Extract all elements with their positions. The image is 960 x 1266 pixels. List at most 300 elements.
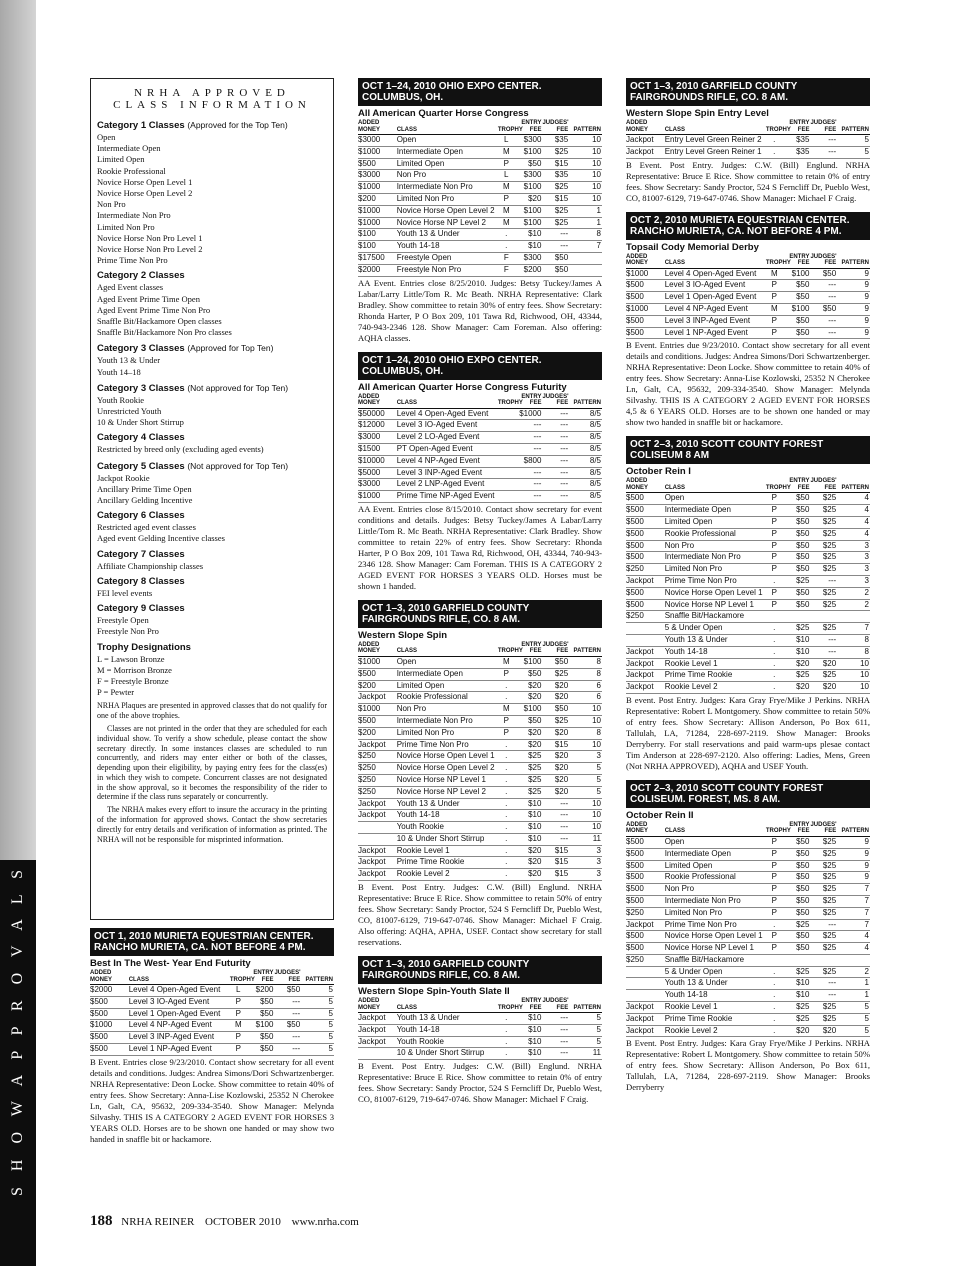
category-item: Freestyle Open xyxy=(97,615,149,626)
added-money-cell: $500 xyxy=(626,292,665,304)
trophy-cell: . xyxy=(498,1013,516,1025)
added-money-cell: $500 xyxy=(626,895,665,907)
class-cell: Level 4 Open-Aged Event xyxy=(665,268,766,280)
pattern-cell: 7 xyxy=(837,895,870,907)
class-cell: Youth 13 & Under xyxy=(665,634,766,646)
pattern-cell: 7 xyxy=(837,884,870,896)
judges-fee-cell: --- xyxy=(542,810,569,822)
added-money-cell: $10000 xyxy=(358,455,397,467)
table-row xyxy=(358,135,602,147)
pattern-cell: 4 xyxy=(837,943,870,955)
class-cell: Freestyle Non Pro xyxy=(397,264,498,276)
pattern-cell: 8/5 xyxy=(569,467,602,479)
entry-fee-cell: $20 xyxy=(516,739,543,751)
judges-fee-cell: $25 xyxy=(542,715,569,727)
judges-fee-cell: $25 xyxy=(542,668,569,680)
entry-fee-cell: $300 xyxy=(516,170,543,182)
table-row xyxy=(626,682,870,694)
entry-fee-cell: $50 xyxy=(516,715,543,727)
trophy-cell: . xyxy=(766,1013,784,1025)
added-money-cell: $200 xyxy=(358,727,397,739)
added-money-cell: $12000 xyxy=(358,420,397,432)
trophy-cell: P xyxy=(766,943,784,955)
added-money-cell: $500 xyxy=(358,158,397,170)
added-money-header: ADDED MONEY xyxy=(626,253,649,267)
class-cell: Youth 14-18 xyxy=(397,810,498,822)
class-cell: Intermediate Open xyxy=(397,146,498,158)
table-row xyxy=(626,493,870,505)
trophy-cell: P xyxy=(766,848,784,860)
trophy-header: TROPHY xyxy=(497,400,523,407)
pattern-cell: 8/5 xyxy=(569,420,602,432)
table-row xyxy=(626,315,870,327)
table-row xyxy=(358,656,602,668)
added-money-cell: $500 xyxy=(626,884,665,896)
class-name: Western Slope Spin Entry Level xyxy=(626,108,769,119)
judges-fee-header: JUDGES' FEE xyxy=(274,970,301,983)
judges-fee-cell: $25 xyxy=(810,564,837,576)
entry-fee-cell: $25 xyxy=(784,1013,811,1025)
pattern-cell xyxy=(837,611,870,623)
judges-fee-cell: $15 xyxy=(542,193,569,205)
added-money-cell: Jackpot xyxy=(626,658,665,670)
table-row xyxy=(626,658,870,670)
entry-fee-cell: $10 xyxy=(516,833,543,845)
class-cell: Intermediate Open xyxy=(665,505,766,517)
entry-fee-cell: $50 xyxy=(784,292,811,304)
entry-fee-cell: $50 xyxy=(784,315,811,327)
trophy-cell: P xyxy=(766,872,784,884)
added-money-cell: $500 xyxy=(626,540,665,552)
table-row xyxy=(358,217,602,229)
table-row xyxy=(358,264,602,276)
table-row xyxy=(358,1048,602,1060)
events-column-1 xyxy=(90,928,334,1145)
trophy-cell: P xyxy=(766,587,784,599)
category-item: Limited Open xyxy=(97,154,145,165)
table-row xyxy=(358,443,602,455)
class-name: October Rein I xyxy=(626,466,691,478)
added-money-cell: $250 xyxy=(626,954,665,966)
event-header: OCT 1–24, 2010 OHIO EXPO CENTER. COLUMBUS, OH. xyxy=(358,352,602,380)
table-row xyxy=(626,599,870,611)
entry-fee-cell: $100 xyxy=(784,303,811,315)
event-notes: B Event. Entries due 9/23/2010. Contact show secretary for all event details and conditions. Judges: Andrea Simons/Dori Schwartzenberger. NRHA Representative: Deon Locke. Show committee to retain 40% of entry fees. Show Secretary: Anna-Lise Kozlowski, 25352 N Cherokee Ln, Galt, CA, 95632, 209-334-3540. Show Manager: Melynda Silvashy. THIS IS A CATEGORY 2 AGED EVENT FOR HORSES 4,5 & 6 YEARS OLD. Horses are to be shown one handed or may show two handed in snaffle bit or hackamore. xyxy=(626,340,870,428)
entry-fee-cell: $25 xyxy=(516,763,543,775)
judges-fee-cell: $20 xyxy=(542,692,569,704)
judges-fee-cell: --- xyxy=(542,420,569,432)
category-note: (Approved for the Top Ten) xyxy=(187,120,288,130)
class-cell: Intermediate Non Pro xyxy=(397,182,498,194)
entry-fee-cell: $10 xyxy=(516,810,543,822)
judges-fee-cell: --- xyxy=(542,443,569,455)
entry-fee-cell: $50 xyxy=(784,528,811,540)
category-heading xyxy=(97,460,327,473)
event-header: OCT 1–3, 2010 GARFIELD COUNTY FAIRGROUNDS RIFLE, CO. 8 AM. xyxy=(626,78,870,106)
category-heading xyxy=(97,510,327,522)
table-row xyxy=(358,182,602,194)
added-money-cell: $2000 xyxy=(90,985,129,997)
pattern-cell: 8/5 xyxy=(569,491,602,503)
table-row xyxy=(358,252,602,264)
trophy-header: TROPHY xyxy=(229,976,255,983)
judges-fee-cell: $20 xyxy=(810,682,837,694)
trophy-cell: . xyxy=(766,634,784,646)
table-row xyxy=(358,408,602,420)
trophy-cell: . xyxy=(498,869,516,881)
class-cell: Novice Horse Open Level 1 xyxy=(665,931,766,943)
table-row xyxy=(626,280,870,292)
class-cell: Limited Open xyxy=(665,516,766,528)
added-money-cell: $200 xyxy=(358,680,397,692)
pattern-cell: 8 xyxy=(569,668,602,680)
entry-fee-cell: $10 xyxy=(784,990,811,1002)
trophy-cell: . xyxy=(498,774,516,786)
class-cell: Snaffle Bit/Hackamore xyxy=(665,954,766,966)
class-header: CLASS xyxy=(396,648,418,655)
class-cell: Prime Time Rookie xyxy=(665,1013,766,1025)
class-cell: Youth 14-18 xyxy=(665,646,766,658)
class-cell: Rookie Professional xyxy=(397,692,498,704)
judges-fee-cell: --- xyxy=(810,978,837,990)
event-header: OCT 1–3, 2010 GARFIELD COUNTY FAIRGROUNDS RIFLE, CO. 8 AM. xyxy=(358,600,602,628)
trophy-cell xyxy=(498,432,516,444)
class-cell: Non Pro xyxy=(665,884,766,896)
class-name: All American Quarter Horse Congress Futurity xyxy=(358,381,567,393)
trophy-cell: . xyxy=(766,990,784,1002)
trophy-cell: . xyxy=(766,658,784,670)
table-row xyxy=(626,516,870,528)
class-cell: Limited Open xyxy=(397,158,498,170)
judges-fee-cell: $20 xyxy=(542,786,569,798)
class-info-title-line1: NRHA APPROVED xyxy=(134,87,290,99)
table-row xyxy=(626,587,870,599)
entry-fee-cell: $300 xyxy=(516,252,543,264)
entry-fee-header: ENTRY FEE xyxy=(789,253,810,267)
page-footer xyxy=(90,1213,359,1230)
entry-fee-header: ENTRY FEE xyxy=(789,478,810,491)
added-money-cell: $250 xyxy=(626,564,665,576)
class-cell: Prime Time Rookie xyxy=(397,857,498,869)
trophy-cell: P xyxy=(498,715,516,727)
class-cell: Rookie Level 2 xyxy=(665,682,766,694)
trophy-cell: M xyxy=(498,182,516,194)
added-money-cell: $100 xyxy=(358,241,397,253)
entry-fee-cell: $50 xyxy=(784,943,811,955)
added-money-cell: $500 xyxy=(626,280,665,292)
added-money-cell xyxy=(626,978,665,990)
class-cell: Novice Horse Open Level 2 xyxy=(397,205,498,217)
entry-fee-cell: $10 xyxy=(516,241,543,253)
trophy-cell: P xyxy=(766,315,784,327)
column-3 xyxy=(626,78,870,1101)
table-row xyxy=(358,727,602,739)
entry-fee-cell: --- xyxy=(516,479,543,491)
class-cell: Youth 14-18 xyxy=(397,241,498,253)
judges-fee-cell: --- xyxy=(274,1043,301,1055)
pattern-cell: 5 xyxy=(837,146,870,158)
added-money-header: ADDED MONEY xyxy=(358,393,381,407)
trophy-cell: P xyxy=(766,907,784,919)
entry-fee-cell: $25 xyxy=(784,919,811,931)
table-row xyxy=(358,491,602,503)
pattern-cell: 8/5 xyxy=(569,479,602,491)
judges-fee-cell: $25 xyxy=(810,836,837,848)
table-row xyxy=(358,146,602,158)
table-row xyxy=(626,990,870,1002)
entry-fee-cell: $800 xyxy=(516,455,543,467)
category-item: F = Freestyle Bronze xyxy=(97,675,169,686)
entry-fee-cell: $100 xyxy=(516,656,543,668)
added-money-cell: Jackpot xyxy=(358,869,397,881)
schedule-note: Classes are not printed in the order that they are scheduled for each individual show. To verify a show schedule, please contact the show secretary directly. In some instances classes are scheduled to run concurrently, and riders may enter either or both of the classes, depending upon their eligibility, by paying entry fees for the class(es) in which they wish to compete. Concurrent classes are not designated in the show approval, so it becomes the responsibility of the rider to determine if the class runs separately or concurrently. xyxy=(97,723,327,802)
class-cell: Novice Horse NP Level 1 xyxy=(665,943,766,955)
entry-fee-cell: $50 xyxy=(248,1032,275,1044)
trophy-cell: . xyxy=(498,692,516,704)
trophy-cell: . xyxy=(498,833,516,845)
judges-fee-cell: --- xyxy=(810,990,837,1002)
trophy-cell: P xyxy=(766,564,784,576)
trophy-cell xyxy=(498,443,516,455)
added-money-cell: $500 xyxy=(626,315,665,327)
table-row xyxy=(358,763,602,775)
table-row xyxy=(626,978,870,990)
class-cell: Youth Rookie xyxy=(397,822,498,834)
judges-fee-cell: --- xyxy=(810,327,837,339)
event-header: OCT 2–3, 2010 SCOTT COUNTY FOREST COLISEUM. FOREST, MS. 8 AM. xyxy=(626,780,870,808)
category-item: Novice Horse Open Level 2 xyxy=(97,188,193,199)
pattern-cell: 5 xyxy=(301,1032,334,1044)
table-row xyxy=(626,1025,870,1037)
event-notes: B Event. Post Entry. Judges: Kara Gray Frye/Mike J Perkins. NRHA Representative: Robert L Montgomery. Show committee to retain 50% of entry fees. Show Secretary: Allison Anderson, Po Box 611, Tallulah, LA, 71284, 228-697-2119. Show Manager: Brooks Derryberry xyxy=(626,1038,870,1093)
category-title: Category 3 Classes xyxy=(97,382,185,394)
pattern-cell: 1 xyxy=(837,978,870,990)
trophy-header: TROPHY xyxy=(765,484,791,491)
entry-fee-cell: $20 xyxy=(516,727,543,739)
pattern-header: PATTERN xyxy=(573,126,601,133)
judges-fee-cell: $25 xyxy=(810,884,837,896)
class-cell: Prime Time Non Pro xyxy=(397,739,498,751)
trophy-header: TROPHY xyxy=(765,126,791,133)
trophy-cell: . xyxy=(498,786,516,798)
table-row xyxy=(626,564,870,576)
table-row xyxy=(358,786,602,798)
entry-fee-cell: $25 xyxy=(516,751,543,763)
added-money-header: ADDED MONEY xyxy=(90,970,113,983)
class-table xyxy=(626,254,870,340)
added-money-cell xyxy=(626,966,665,978)
section-label: S H O W A P P R O V A L S xyxy=(9,864,26,1196)
class-cell: Limited Open xyxy=(665,860,766,872)
category-item: Novice Horse Open Level 1 xyxy=(97,176,193,187)
event-header: OCT 1–3, 2010 GARFIELD COUNTY FAIRGROUNDS RIFLE, CO. 8 AM. xyxy=(358,956,602,984)
class-cell: Entry Level Green Reiner 1 xyxy=(665,146,766,158)
judges-fee-cell: --- xyxy=(810,646,837,658)
trophy-cell: . xyxy=(766,670,784,682)
trophy-cell: . xyxy=(766,135,784,147)
events-column-3 xyxy=(626,78,870,1093)
trophy-cell xyxy=(766,954,784,966)
trophy-cell: . xyxy=(766,575,784,587)
entry-fee-cell: $10 xyxy=(516,229,543,241)
pattern-cell: 5 xyxy=(301,1020,334,1032)
class-cell: 5 & Under Open xyxy=(665,966,766,978)
trophy-cell: . xyxy=(498,241,516,253)
added-money-cell: Jackpot xyxy=(626,670,665,682)
entry-fee-cell: $50 xyxy=(248,1043,275,1055)
class-cell: Open xyxy=(665,836,766,848)
category-item: Rookie Professional xyxy=(97,165,166,176)
judges-fee-cell: $25 xyxy=(542,146,569,158)
pattern-cell: 8 xyxy=(569,656,602,668)
added-money-cell: $250 xyxy=(358,774,397,786)
class-cell: Novice Horse NP Level 1 xyxy=(397,774,498,786)
class-cell: Youth 14-18 xyxy=(665,990,766,1002)
added-money-cell: $3000 xyxy=(358,432,397,444)
judges-fee-cell: $25 xyxy=(810,872,837,884)
table-row xyxy=(626,327,870,339)
table-row xyxy=(358,1036,602,1048)
class-cell: Level 4 NP-Aged Event xyxy=(397,455,498,467)
trophy-cell: P xyxy=(498,668,516,680)
pattern-cell: 5 xyxy=(837,1002,870,1014)
website-url: www.nrha.com xyxy=(291,1216,359,1228)
trophy-cell: F xyxy=(498,264,516,276)
added-money-cell: Jackpot xyxy=(358,692,397,704)
issue-date: OCTOBER 2010 xyxy=(205,1216,281,1228)
added-money-cell: $3000 xyxy=(358,135,397,147)
class-cell: Youth 13 & Under xyxy=(397,229,498,241)
class-cell: 10 & Under Short Stirrup xyxy=(397,833,498,845)
entry-fee-cell: --- xyxy=(516,443,543,455)
event-block xyxy=(358,600,602,948)
judges-fee-header: JUDGES' FEE xyxy=(542,998,569,1011)
category-heading xyxy=(97,382,327,395)
table-row xyxy=(90,996,334,1008)
pattern-cell: 9 xyxy=(837,848,870,860)
pattern-cell: 3 xyxy=(569,857,602,869)
table-row xyxy=(626,1002,870,1014)
entry-fee-cell: $50 xyxy=(784,884,811,896)
added-money-cell: Jackpot xyxy=(626,682,665,694)
column-1 xyxy=(90,78,334,1153)
entry-fee-cell: $50 xyxy=(784,493,811,505)
category-list xyxy=(97,119,327,698)
table-row xyxy=(626,540,870,552)
class-header: CLASS xyxy=(664,126,686,133)
added-money-cell: $250 xyxy=(626,907,665,919)
trophy-cell xyxy=(498,479,516,491)
judges-fee-cell: $25 xyxy=(810,848,837,860)
added-money-cell: $1000 xyxy=(358,491,397,503)
table-row xyxy=(358,715,602,727)
added-money-cell: $250 xyxy=(626,611,665,623)
added-money-cell: Jackpot xyxy=(358,1036,397,1048)
category-heading xyxy=(97,432,327,444)
table-row xyxy=(358,420,602,432)
pattern-cell: 9 xyxy=(837,268,870,280)
event-block xyxy=(626,780,870,1094)
class-cell: Novice Horse Open Level 1 xyxy=(665,587,766,599)
added-money-cell: $500 xyxy=(626,931,665,943)
trophy-cell: P xyxy=(230,1008,248,1020)
table-row xyxy=(358,1024,602,1036)
trophy-cell: M xyxy=(498,205,516,217)
pattern-cell: 10 xyxy=(837,658,870,670)
pattern-cell: 10 xyxy=(569,135,602,147)
class-header: CLASS xyxy=(396,400,418,407)
table-row xyxy=(358,798,602,810)
category-item: Aged event Gelding Incentive classes xyxy=(97,533,225,544)
category-item: FEI level events xyxy=(97,587,153,598)
pattern-cell: 5 xyxy=(569,763,602,775)
table-row xyxy=(626,646,870,658)
table-header-row xyxy=(358,642,602,657)
pattern-cell: 4 xyxy=(837,931,870,943)
class-name: Western Slope Spin xyxy=(358,629,448,641)
pattern-cell: 8 xyxy=(569,727,602,739)
entry-fee-cell: $10 xyxy=(784,634,811,646)
table-row xyxy=(626,907,870,919)
judges-fee-cell: --- xyxy=(542,479,569,491)
table-row xyxy=(358,833,602,845)
class-cell: Novice Horse NP Level 1 xyxy=(665,599,766,611)
table-row xyxy=(358,479,602,491)
judges-fee-cell: $25 xyxy=(810,1013,837,1025)
class-cell: Intermediate Open xyxy=(397,668,498,680)
judges-fee-cell: $50 xyxy=(542,264,569,276)
entry-fee-header: ENTRY FEE xyxy=(521,120,542,133)
class-cell: Entry Level Green Reiner 2 xyxy=(665,135,766,147)
pattern-header: PATTERN xyxy=(841,260,869,267)
class-cell: Level 4 Open-Aged Event xyxy=(397,408,498,420)
pattern-cell: 5 xyxy=(569,786,602,798)
judges-fee-cell: $20 xyxy=(810,658,837,670)
pattern-cell: 10 xyxy=(569,158,602,170)
trophy-cell: F xyxy=(498,252,516,264)
event-notes: AA Event. Entries close 8/15/2010. Contact show secretary for event conditions and details. Judges: Betsy Tuckey/James A Labar/Larry Little/Tom R. Mc Beath. NRHA Representative: Clark Bradley. Show committee to retain 22% of entry fees. Show Secretary: Rhonda Harter, P O Box 209, 101 Tawa Rd, Richwood, OH, 43344, 740-943-2346 128. Show Manager: Cam Foreman. THIS IS A CATEGORY 2 AGED EVENT FOR HORSES 3 YEARS OLD. Horses must be shown 1 handed. xyxy=(358,503,602,591)
judges-fee-cell: $25 xyxy=(810,587,837,599)
entry-fee-cell: $50 xyxy=(784,907,811,919)
judges-fee-cell: --- xyxy=(542,432,569,444)
category-title: Category 5 Classes xyxy=(97,460,185,472)
class-cell: PT Open-Aged Event xyxy=(397,443,498,455)
category-item: P = Pewter xyxy=(97,687,135,698)
class-table xyxy=(358,394,602,503)
pattern-cell: 8/5 xyxy=(569,408,602,420)
entry-fee-cell: --- xyxy=(516,420,543,432)
table-row xyxy=(358,205,602,217)
pattern-cell: 10 xyxy=(837,682,870,694)
judges-fee-header: JUDGES' FEE xyxy=(542,393,569,407)
added-money-cell: Jackpot xyxy=(358,1013,397,1025)
class-cell: Open xyxy=(665,493,766,505)
entry-fee-cell: $100 xyxy=(516,704,543,716)
trophy-cell: P xyxy=(766,327,784,339)
event-notes: B event. Post Entry. Judges: Kara Gray Frye/Mike J Perkins. NRHA Representative: Robert L Montgomery. Show committee to retain 50% of entry fees. Show Secretary: Allison Anderson, Po Box 611, Tallulah, LA, 71284, 228-697-2119. Show Manager: Brooks Derryberry. For stall reservations and paid warm-ups plesae contact Tim Anderson at 228-697-2120. Also offering: Ladies, Mens, Green (Not NRHA APPROVED), AQHA and USEF Youth. xyxy=(626,694,870,771)
trophy-cell: . xyxy=(498,1024,516,1036)
judges-fee-cell: $25 xyxy=(810,966,837,978)
entry-fee-cell: --- xyxy=(516,432,543,444)
judges-fee-cell: --- xyxy=(810,280,837,292)
entry-fee-cell: $300 xyxy=(516,135,543,147)
category-title: Category 7 Classes xyxy=(97,548,185,560)
pattern-cell: 10 xyxy=(569,170,602,182)
table-row xyxy=(358,170,602,182)
class-cell: Intermediate Non Pro xyxy=(665,895,766,907)
judges-fee-cell: $50 xyxy=(542,704,569,716)
class-cell: Level 3 IO-Aged Event xyxy=(665,280,766,292)
